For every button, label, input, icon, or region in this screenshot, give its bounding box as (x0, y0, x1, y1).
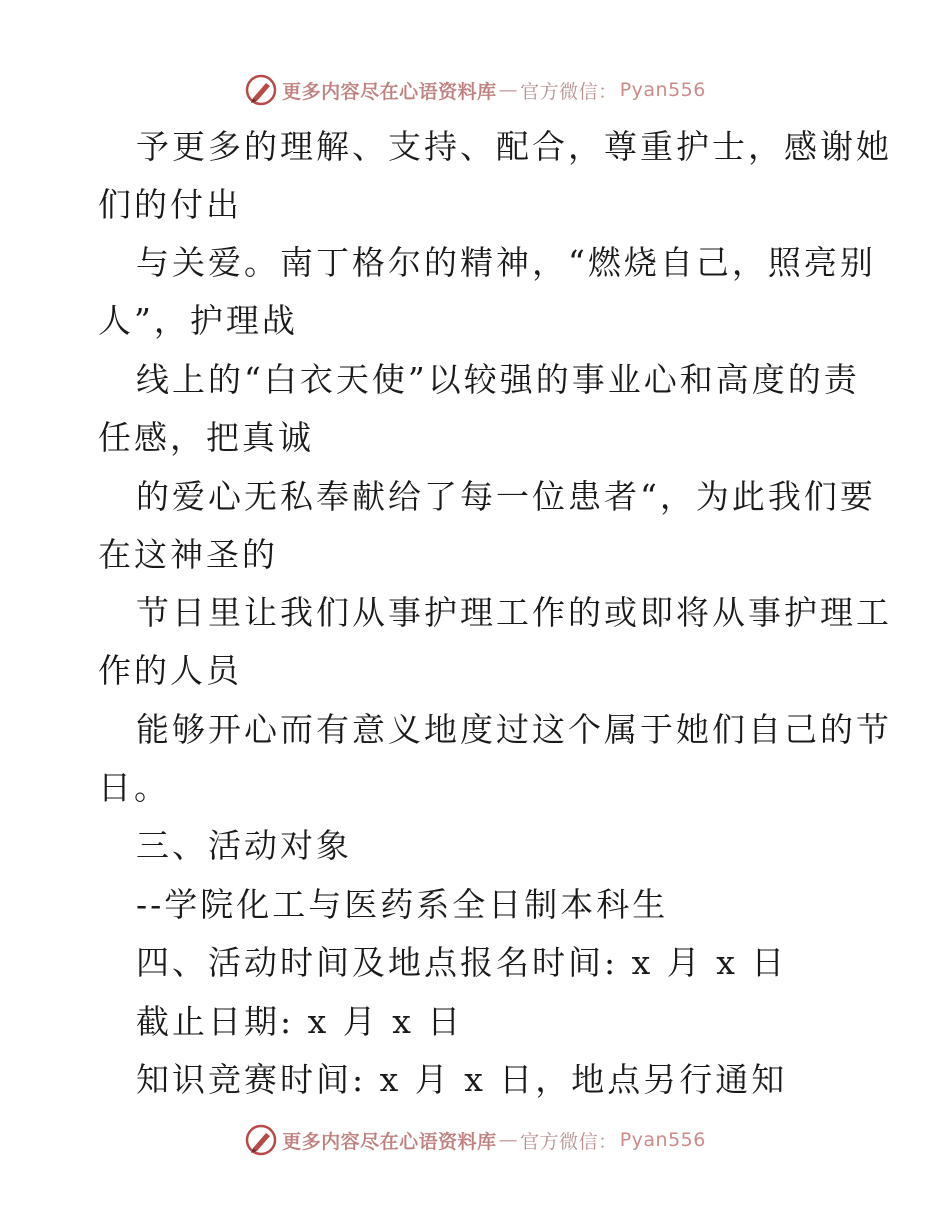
text-line: 日。 (98, 768, 170, 807)
watermark-header (0, 70, 950, 110)
text-line: 截止日期: x 月 x 日 (136, 1002, 464, 1041)
text-line: 人”，护理战 (98, 301, 298, 340)
section-heading: 三、活动对象 (136, 826, 352, 865)
watermark-dash: — (498, 79, 519, 101)
watermark-footer (0, 1120, 950, 1160)
text-line: 任感，把真诚 (98, 418, 314, 457)
pen-logo-icon (244, 73, 278, 107)
text-line: 们的付出 (98, 185, 242, 224)
watermark-id: Pyan556 (619, 79, 706, 101)
watermark-label: 官方微信： (520, 80, 618, 103)
text-line: 线上的“白衣天使”以较强的事业心和高度的责 (136, 360, 860, 399)
text-line: 在这神圣的 (98, 535, 278, 574)
section-heading: 四、活动时间及地点报名时间: x 月 x 日 (136, 943, 788, 982)
text-line: 予更多的理解、支持、配合，尊重护士，感谢她 (136, 127, 892, 166)
watermark-site: 更多内容尽在心语资料库 (282, 80, 497, 103)
text-line: 的爱心无私奉献给了每一位患者“，为此我们要 (136, 477, 876, 516)
text-line: 能够开心而有意义地度过这个属于她们自己的节 (136, 710, 892, 749)
text-line: 与关爱。南丁格尔的精神，“燃烧自己，照亮别 (136, 243, 876, 282)
text-line: --学院化工与医药系全日制本科生 (136, 885, 669, 924)
text-line: 作的人员 (98, 651, 242, 690)
watermark-id: Pyan556 (619, 1129, 706, 1151)
text-line: 知识竞赛时间: x 月 x 日，地点另行通知 (136, 1060, 788, 1099)
watermark-dash: — (498, 1129, 519, 1151)
text-line: 节日里让我们从事护理工作的或即将从事护理工 (136, 593, 892, 632)
watermark-site: 更多内容尽在心语资料库 (282, 1130, 497, 1153)
pen-logo-icon (244, 1123, 278, 1157)
watermark-label: 官方微信： (520, 1130, 618, 1153)
